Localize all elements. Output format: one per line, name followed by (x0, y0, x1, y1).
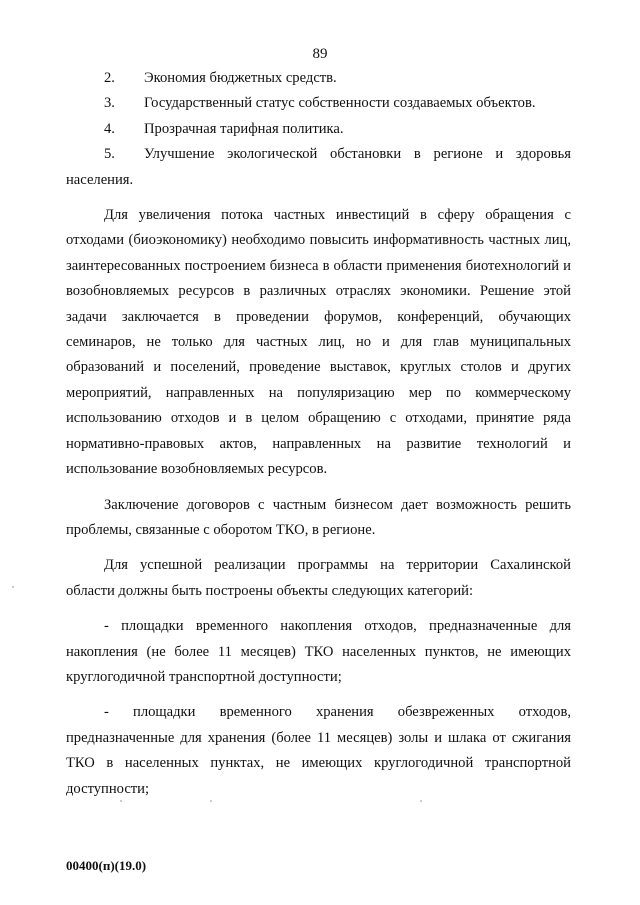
list-item (66, 91, 571, 116)
paragraph-accumulation-sites: - площадки временного накопления отходов, предназначенные для накопления (не более 11 месяцев) ТКО населенных пунктов, не имеющих круглогодичной транспортной доступности; (66, 618, 571, 685)
footer-document-code: 00400(п)(19.0) (66, 858, 147, 873)
list-item (66, 66, 571, 91)
list-item-number: 4. (104, 120, 115, 137)
list-item (66, 142, 571, 193)
scan-speck (12, 586, 14, 588)
list-item-number: 2. (104, 70, 115, 86)
scan-speck (210, 800, 212, 802)
list-item-text: Экономия бюджетных средств. (144, 70, 337, 86)
list-item-text: Улучшение экологической обстановки в регионе и здоровья населения. (66, 146, 571, 188)
list-item-text: Государственный статус собственности создаваемых объектов. (144, 95, 536, 112)
page-number: 89 (312, 46, 328, 62)
scan-speck (120, 800, 122, 802)
scan-speck (420, 800, 422, 802)
list-item-number: 3. (104, 95, 115, 112)
paragraph-storage-sites: - площадки временного хранения обезвреженных отходов, предназначенные для хранения (более 11 месяцев) золы и шлака от сжигания ТКО в населенных пунктах, не имеющих круглогодичной транспортной доступности; (66, 704, 571, 797)
list-item (66, 117, 571, 142)
paragraph-investments: Для увеличения потока частных инвестиций в сферу обращения с отходами (биоэкономику) необходимо повысить информативность частных лиц, заинтересованных построением бизнеса в области применения биотехнологий и возобновляемых ресурсов в различных отраслях экономики. Решение этой задачи заключается в проведении форумов, конференций, обучающих семинаров, не только для частных лиц, но и для глав муниципальных образований и поселений, проведение выставок, круглых столов и других мероприятий, направленных на популяризацию мер по коммерческому использованию отходов и в целом обращению с отходами, принятие ряда нормативно-правовых актов, направленных на развитие технологий и использование возобновляемых ресурсов. (66, 207, 571, 478)
paragraph-contracts: Заключение договоров с частным бизнесом дает возможность решить проблемы, связанные с оборотом ТКО, в регионе. (66, 496, 571, 538)
paragraph-program: Для успешной реализации программы на территории Сахалинской области должны быть построены объекты следующих категорий: (66, 557, 571, 599)
body-text (66, 66, 571, 802)
list-item-text: Прозрачная тарифная политика. (144, 120, 344, 137)
list-item-number: 5. (104, 146, 115, 163)
